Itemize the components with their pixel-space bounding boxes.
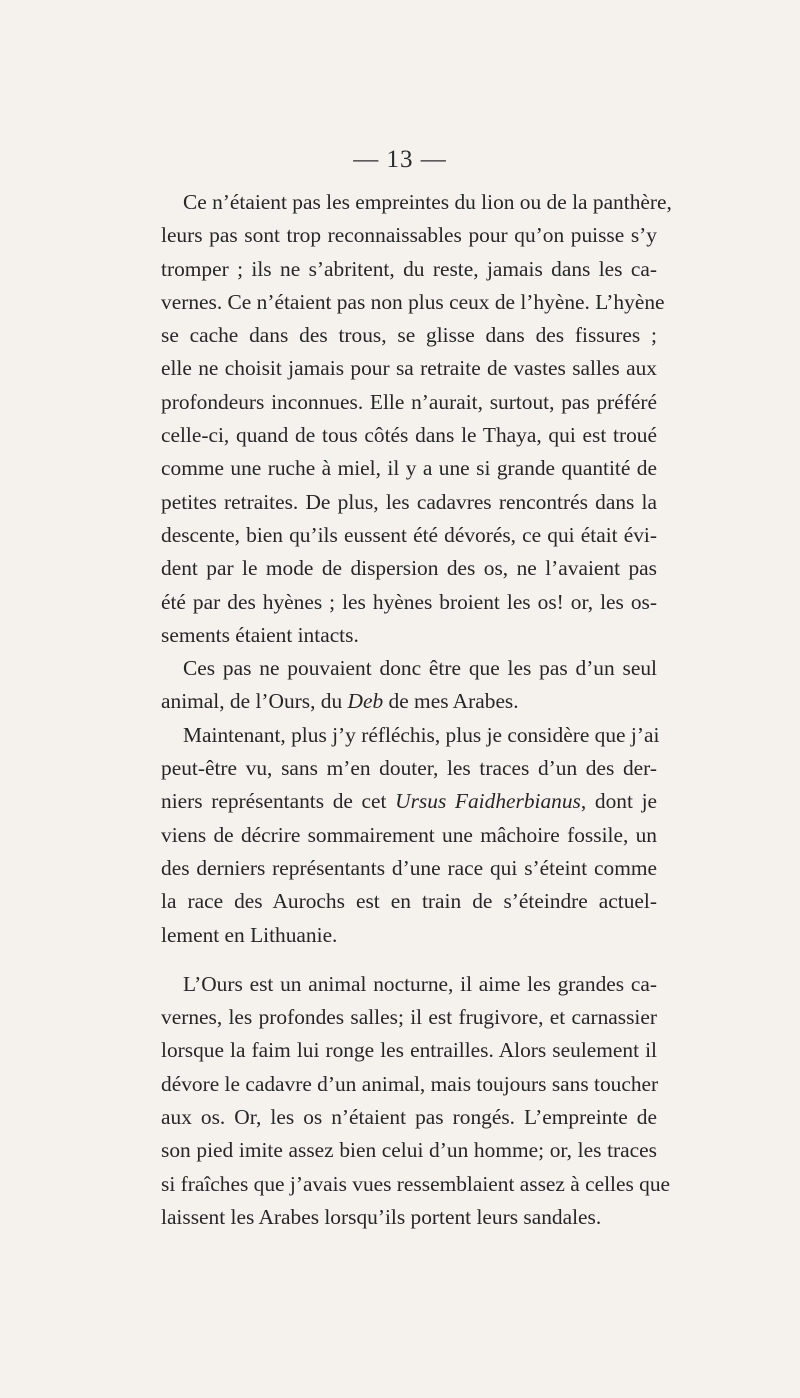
text-line: comme une ruche à miel, il y a une si grande quantité de	[161, 456, 657, 481]
text-line: vernes. Ce n’étaient pas non plus ceux de l’hyène. L’hyène	[161, 289, 665, 314]
text-line: viens de décrire sommairement une mâchoire fossile, un	[161, 822, 657, 847]
text-line: L’Ours est un animal nocturne, il aime les grandes ca-	[183, 971, 657, 996]
text-run: niers représentants de cet	[161, 789, 396, 814]
text-line: aux os. Or, les os n’étaient pas rongés. L’empreinte de	[161, 1105, 657, 1130]
text-line: Ces pas ne pouvaient donc être que les pas d’un seul	[183, 656, 657, 681]
page-number: — 13 —	[353, 146, 447, 173]
paragraph-3	[161, 719, 660, 952]
text-line: la race des Aurochs est en train de s’éteindre actuel-	[161, 889, 657, 914]
text-run: animal, de l’Ours, du	[161, 689, 348, 714]
text-line: profondeurs inconnues. Elle n’aurait, surtout, pas préféré	[161, 389, 657, 414]
text-line: elle ne choisit jamais pour sa retraite de vastes salles aux	[161, 356, 657, 381]
text-line: été par des hyènes ; les hyènes broient les os! or, les os-	[161, 589, 657, 614]
paragraph-2	[161, 652, 657, 719]
text-line: petites retraites. De plus, les cadavres rencontrés dans la	[161, 489, 657, 514]
text-line	[161, 785, 657, 818]
text-line: des derniers représentants d’une race qui s’éteint comme	[161, 855, 657, 880]
text-line	[161, 685, 657, 718]
text-line: son pied imite assez bien celui d’un homme; or, les traces	[161, 1138, 657, 1163]
text-line: se cache dans des trous, se glisse dans des fissures ;	[161, 323, 657, 348]
text-line: si fraîches que j’avais vues ressemblaient assez à celles que	[161, 1171, 671, 1196]
text-line: laissent les Arabes lorsqu’ils portent leurs sandales.	[161, 1204, 602, 1229]
text-line: vernes, les profondes salles; il est frugivore, et carnassier	[161, 1005, 657, 1030]
italic-term-deb: Deb	[347, 689, 384, 714]
body-text	[161, 186, 672, 1234]
text-run: de mes Arabes.	[383, 689, 519, 714]
text-line: dévore le cadavre d’un animal, mais toujours sans toucher	[161, 1071, 659, 1096]
text-line: lement en Lithuanie.	[161, 922, 338, 947]
text-line: Maintenant, plus j’y réfléchis, plus je considère que j’ai	[183, 722, 660, 747]
italic-species-name: Ursus Faidherbianus	[395, 789, 581, 814]
text-line: sements étaient intacts.	[161, 622, 359, 647]
paragraph-4	[161, 968, 671, 1234]
text-line: descente, bien qu’ils eussent été dévorés, ce qui était évi-	[161, 522, 657, 547]
paragraph-gap	[161, 952, 657, 968]
text-line: celle-ci, quand de tous côtés dans le Thaya, qui est troué	[161, 423, 657, 448]
text-run: , dont je	[580, 789, 658, 814]
text-line: leurs pas sont trop reconnaissables pour qu’on puisse s’y	[161, 223, 657, 248]
text-line: peut-être vu, sans m’en douter, les traces d’un des der-	[161, 756, 657, 781]
paragraph-1	[161, 186, 672, 652]
text-line: dent par le mode de dispersion des os, ne l’avaient pas	[161, 556, 657, 581]
text-line: tromper ; ils ne s’abritent, du reste, jamais dans les ca-	[161, 256, 657, 281]
text-line: Ce n’étaient pas les empreintes du lion ou de la panthère,	[183, 190, 672, 214]
text-line: lorsque la faim lui ronge les entrailles. Alors seulement il	[161, 1038, 657, 1063]
